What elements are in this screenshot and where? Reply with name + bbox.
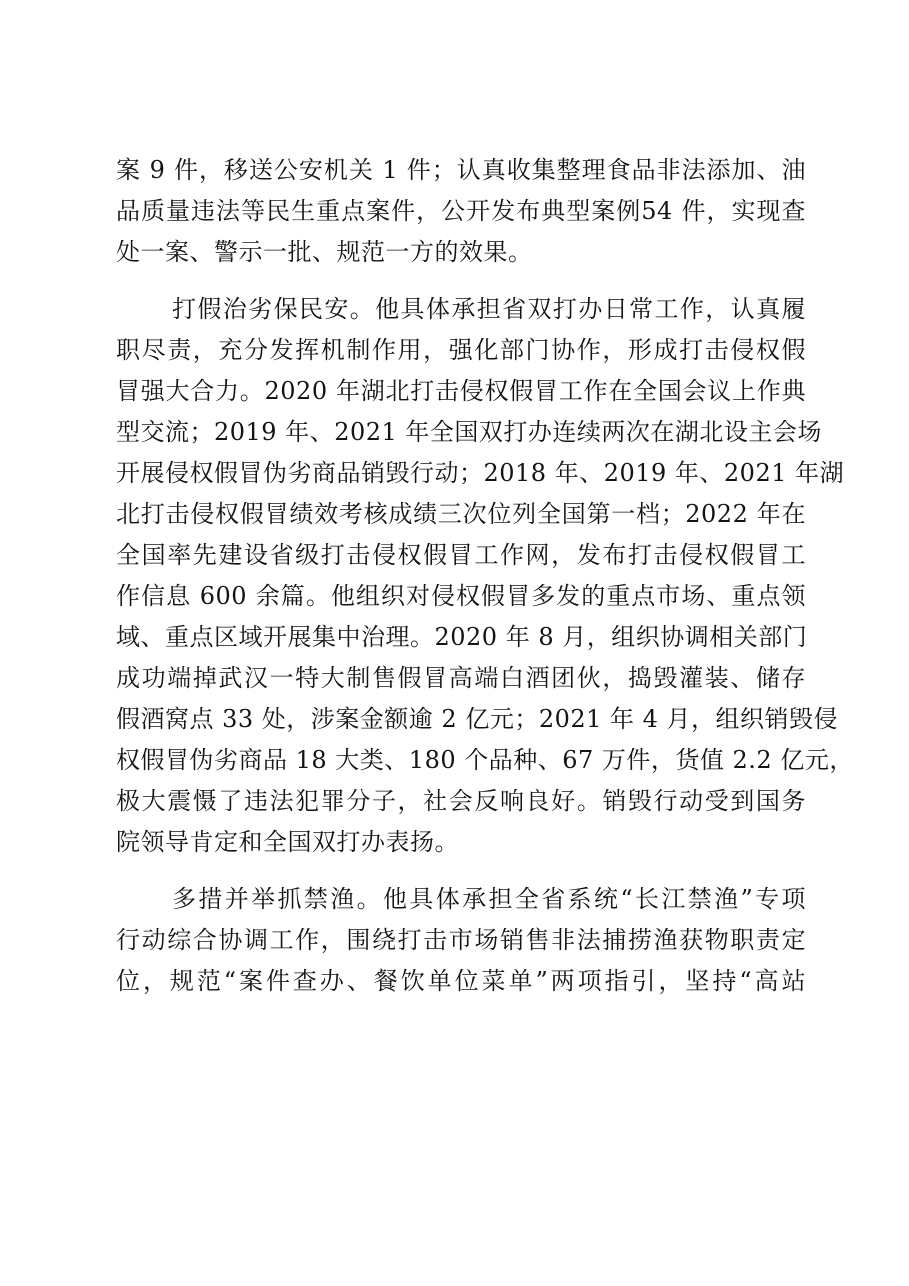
paragraph-2-line-1: 打假治劣保民安。他具体承担省双打办日常工作，认真履 xyxy=(172,295,806,323)
paragraph-2-line-10: 成功端掉武汉一特大制售假冒高端白酒团伙，捣毁灌装、储存 xyxy=(116,664,806,692)
paragraph-2-line-4: 型交流；2019 年、2021 年全国双打办连续两次在湖北设主会场 xyxy=(116,418,822,446)
paragraph-2-line-14: 院领导肯定和全国双打办表扬。 xyxy=(116,828,459,856)
paragraph-2-line-7: 全国率先建设省级打击侵权假冒工作网，发布打击侵权假冒工 xyxy=(116,541,806,569)
paragraph-1-line-3: 处一案、警示一批、规范一方的效果。 xyxy=(116,238,533,266)
paragraph-gap xyxy=(116,273,806,289)
paragraph-2-line-2: 职尽责，充分发挥机制作用，强化部门协作，形成打击侵权假 xyxy=(116,336,806,364)
paragraph-3-line-2: 行动综合协调工作，围绕打击市场销售非法捕捞渔获物职责定 xyxy=(116,926,806,954)
paragraph-3-line-1: 多措并举抓禁渔。他具体承担全省系统“长江禁渔”专项 xyxy=(172,885,806,913)
paragraph-3-line-3: 位，规范“案件查办、餐饮单位菜单”两项指引，坚持“高站 xyxy=(116,967,806,995)
paragraph-2-line-13: 极大震慑了违法犯罪分子，社会反响良好。销毁行动受到国务 xyxy=(116,787,806,815)
paragraph-2-line-3: 冒强大合力。2020 年湖北打击侵权假冒工作在全国会议上作典 xyxy=(116,377,806,405)
paragraph-gap xyxy=(116,863,806,879)
paragraph-2-line-12: 权假冒伪劣商品 18 大类、180 个品种、67 万件，货值 2.2 亿元， xyxy=(116,746,854,774)
paragraph-2-line-8: 作信息 600 余篇。他组织对侵权假冒多发的重点市场、重点领 xyxy=(116,582,806,610)
paragraph-2-line-11: 假酒窝点 33 处，涉案金额逾 2 亿元；2021 年 4 月，组织销毁侵 xyxy=(116,705,839,733)
paragraph-1-line-2: 品质量违法等民生重点案件，公开发布典型案例54 件，实现查 xyxy=(116,197,806,225)
paragraph-2-line-6: 北打击侵权假冒绩效考核成绩三次位列全国第一档；2022 年在 xyxy=(116,500,806,528)
paragraph-2-line-9: 域、重点区域开展集中治理。2020 年 8 月，组织协调相关部门 xyxy=(116,623,808,651)
paragraph-2-line-5: 开展侵权假冒伪劣商品销毁行动；2018 年、2019 年、2021 年湖 xyxy=(116,459,845,487)
paragraph-1-line-1: 案 9 件，移送公安机关 1 件；认真收集整理食品非法添加、油 xyxy=(116,156,806,184)
document-body xyxy=(116,150,854,1002)
